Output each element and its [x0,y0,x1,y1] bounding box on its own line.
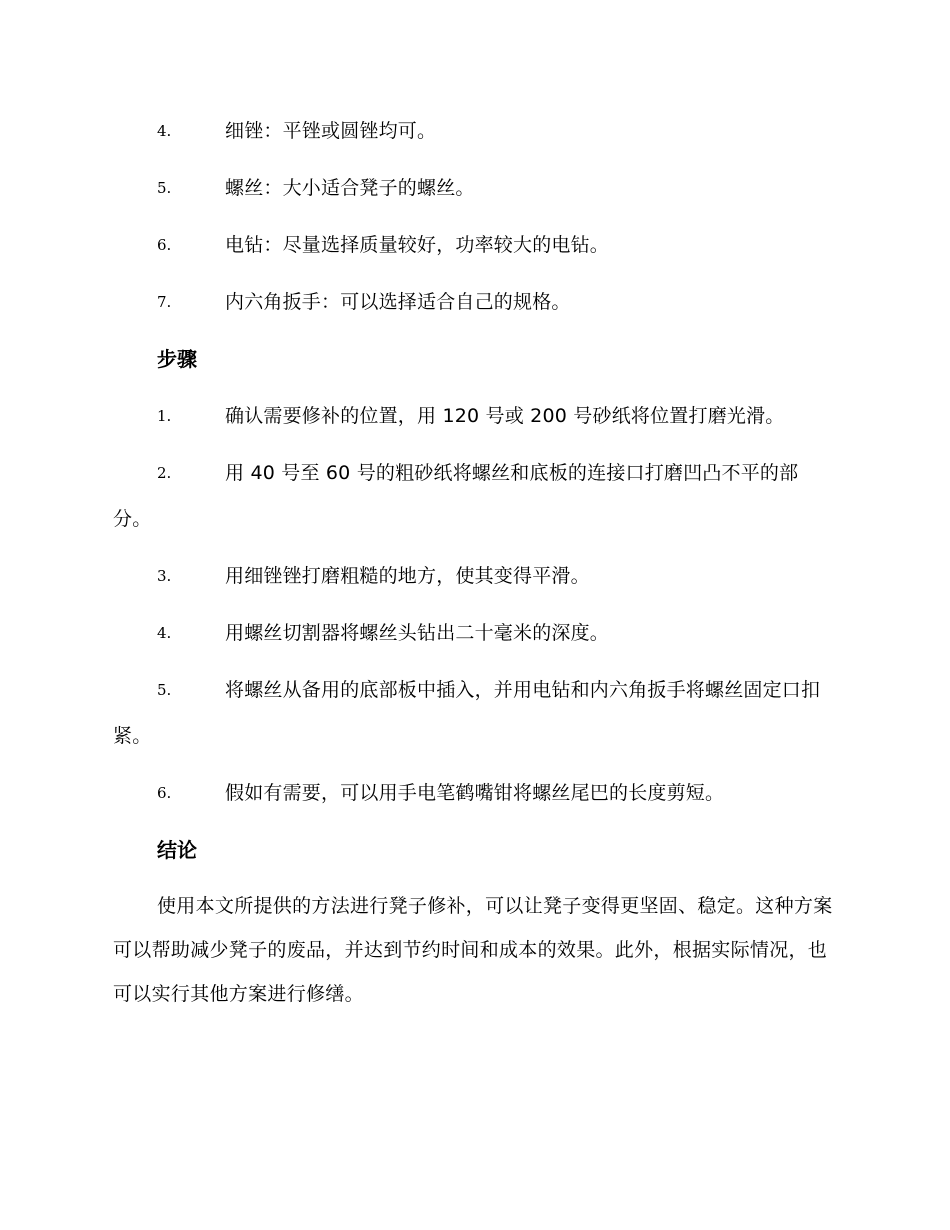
tool-item-6 [113,222,835,268]
list-number: 6. [157,236,172,254]
list-number: 3. [157,567,172,585]
list-number: 4. [157,624,172,642]
steps-heading: 步骤 [157,347,197,371]
tool-item-7 [113,279,835,325]
list-number: 5. [157,179,172,197]
step-item-4 [113,610,835,656]
list-number: 2. [157,464,172,482]
list-text: 用螺丝切割器将螺丝头钻出二十毫米的深度。 [225,622,610,644]
step-item-2 [113,450,835,542]
list-text: 内六角扳手：可以选择适合自己的规格。 [225,291,571,313]
step-item-3 [113,553,835,599]
conclusion-paragraph: 使用本文所提供的方法进行凳子修补，可以让凳子变得更坚固、稳定。这种方案可以帮助减少凳子的废品，并达到节约时间和成本的效果。此外，根据实际情况，也可以实行其他方案进行修缮。 [113,895,833,1005]
list-number: 6. [157,784,172,802]
list-number: 4. [157,122,172,140]
tool-item-5 [113,165,835,211]
list-number: 7. [157,293,172,311]
document-content [113,108,835,1016]
conclusion-heading: 结论 [157,838,197,862]
list-text: 用细锉锉打磨粗糙的地方，使其变得平滑。 [225,565,590,587]
list-text: 用 40 号至 60 号的粗砂纸将螺丝和底板的连接口打磨凹凸不平的部分。 [113,462,799,530]
step-item-1 [113,393,835,439]
list-text: 细锉：平锉或圆锉均可。 [225,120,437,142]
list-text: 螺丝：大小适合凳子的螺丝。 [225,177,475,199]
step-item-5 [113,667,835,759]
step-item-6 [113,770,835,816]
tool-item-4 [113,108,835,154]
list-number: 5. [157,681,172,699]
list-text: 假如有需要，可以用手电笔鹤嘴钳将螺丝尾巴的长度剪短。 [225,782,725,804]
list-text: 确认需要修补的位置，用 120 号或 200 号砂纸将位置打磨光滑。 [225,405,785,427]
list-text: 电钻：尽量选择质量较好，功率较大的电钻。 [225,234,610,256]
list-number: 1. [157,407,172,425]
list-text: 将螺丝从备用的底部板中插入，并用电钻和内六角扳手将螺丝固定口扣紧。 [113,679,821,747]
